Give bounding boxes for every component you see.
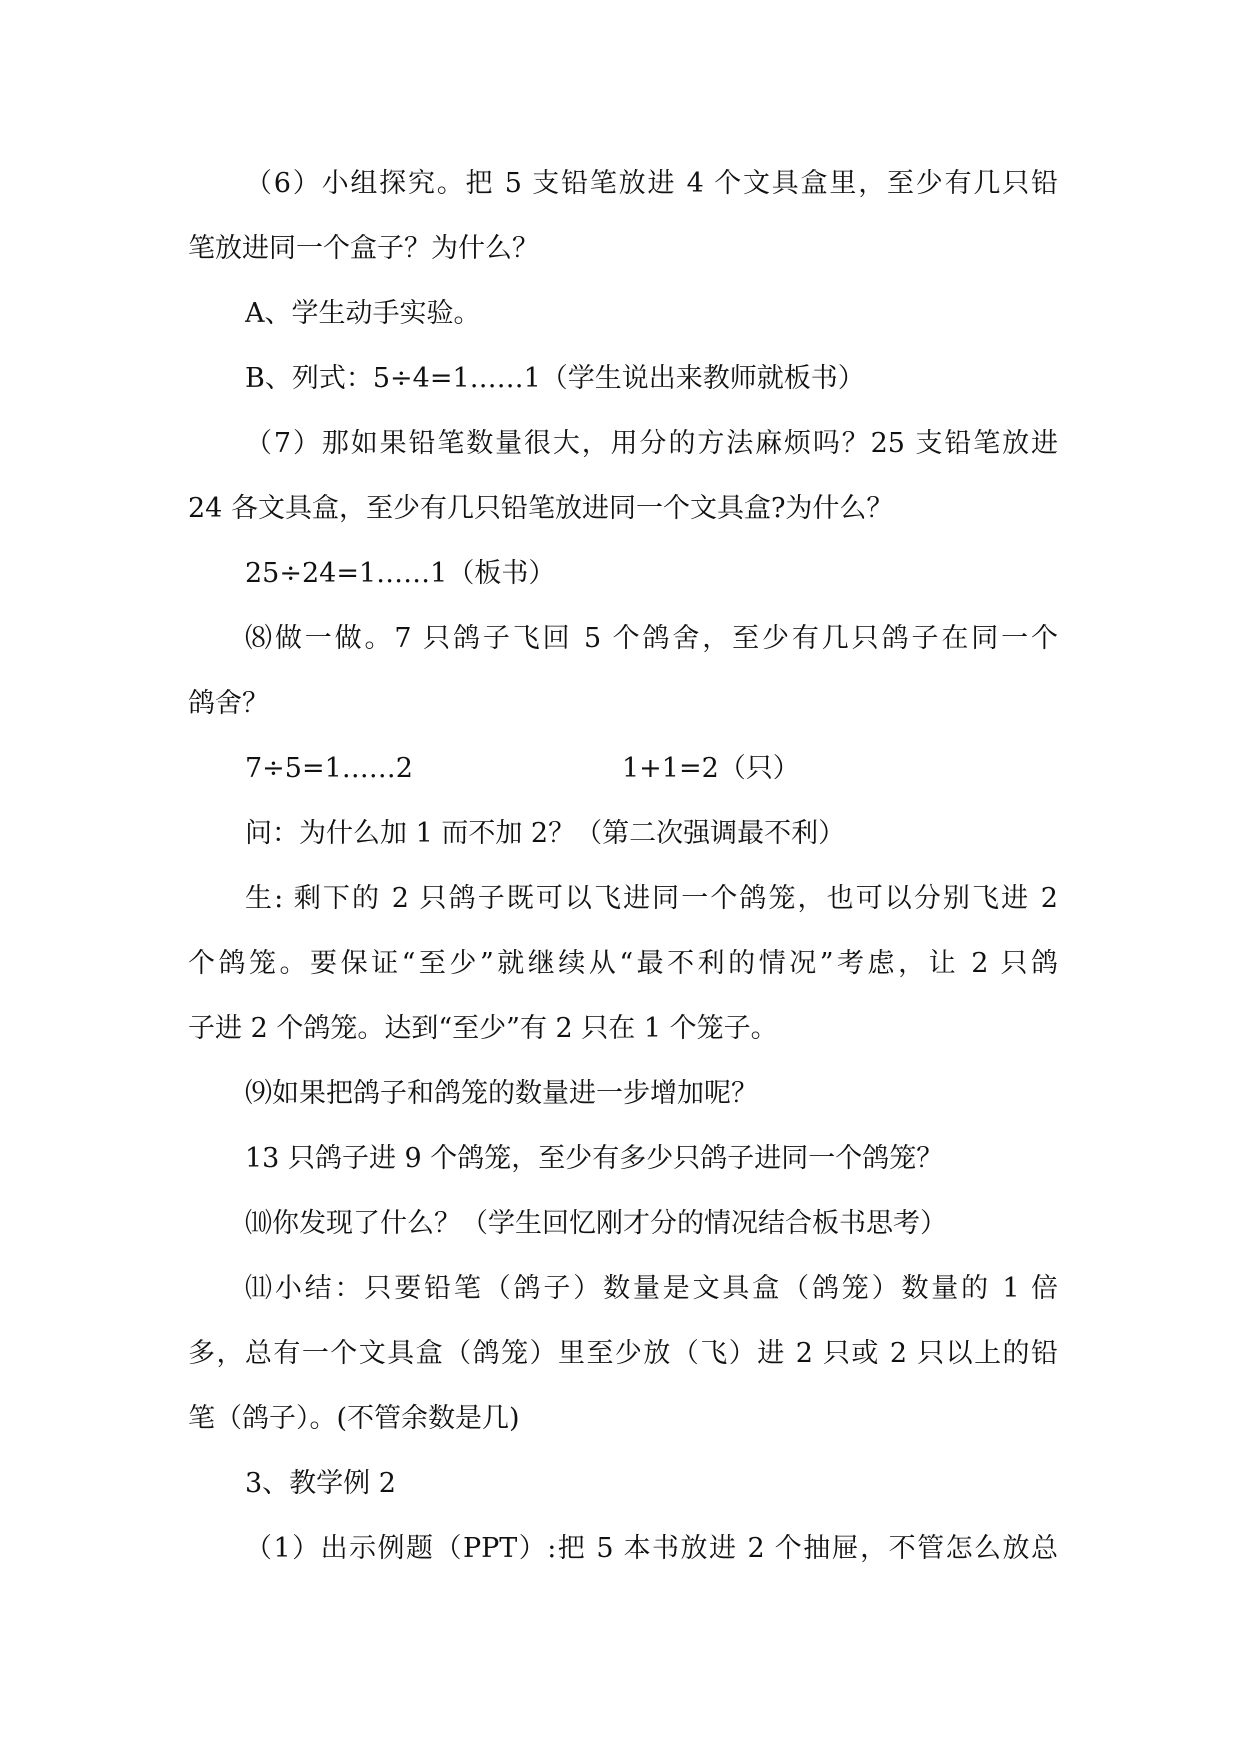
text-line: 笔放进同一个盒子？为什么？: [188, 233, 539, 264]
text-line: ⑽你发现了什么？（学生回忆刚才分的情况结合板书思考）: [245, 1208, 947, 1239]
text-line: 24 各文具盒，至少有几只铅笔放进同一个文具盒?为什么？: [188, 493, 894, 524]
text-line: 3、教学例 2: [245, 1468, 396, 1499]
text-line: 多，总有一个文具盒（鸽笼）里至少放（飞）进 2 只或 2 只以上的铅: [188, 1338, 1058, 1369]
text-line: 笔（鸽子）。(不管余数是几): [188, 1403, 520, 1434]
text-line: 个鸽笼。要保证“至少”就继续从“最不利的情况”考虑，让 2 只鸽: [188, 948, 1058, 979]
text-line: ⑾小结：只要铅笔（鸽子）数量是文具盒（鸽笼）数量的 1 倍: [245, 1273, 1058, 1304]
text-line: 25÷24=1……1（板书）: [245, 558, 556, 589]
text-line: 鸽舍？: [188, 688, 269, 719]
text-line: A、学生动手实验。: [245, 298, 481, 329]
text-line: 13 只鸽子进 9 个鸽笼，至少有多少只鸽子进同一个鸽笼？: [245, 1143, 944, 1174]
text-line: ⑼如果把鸽子和鸽笼的数量进一步增加呢？: [245, 1078, 758, 1109]
text-line: 7÷5=1……2: [245, 753, 413, 784]
text-line: 子进 2 个鸽笼。达到“至少”有 2 只在 1 个笼子。: [188, 1013, 778, 1044]
text-line: （1）出示例题（PPT）:把 5 本书放进 2 个抽屉，不管怎么放总: [245, 1533, 1058, 1564]
text-line: （6）小组探究。把 5 支铅笔放进 4 个文具盒里，至少有几只铅: [245, 168, 1058, 199]
text-line: （7）那如果铅笔数量很大，用分的方法麻烦吗？25 支铅笔放进: [245, 428, 1058, 459]
text-line: 1+1=2（只）: [622, 753, 800, 784]
text-line: ⑻做一做。7 只鸽子飞回 5 个鸽舍，至少有几只鸽子在同一个: [245, 623, 1058, 654]
text-line: 生: 剩下的 2 只鸽子既可以飞进同一个鸽笼，也可以分别飞进 2: [245, 883, 1058, 914]
text-line: 问：为什么加 1 而不加 2？（第二次强调最不利）: [245, 818, 846, 849]
text-line: B、列式：5÷4=1……1（学生说出来教师就板书）: [245, 363, 865, 394]
